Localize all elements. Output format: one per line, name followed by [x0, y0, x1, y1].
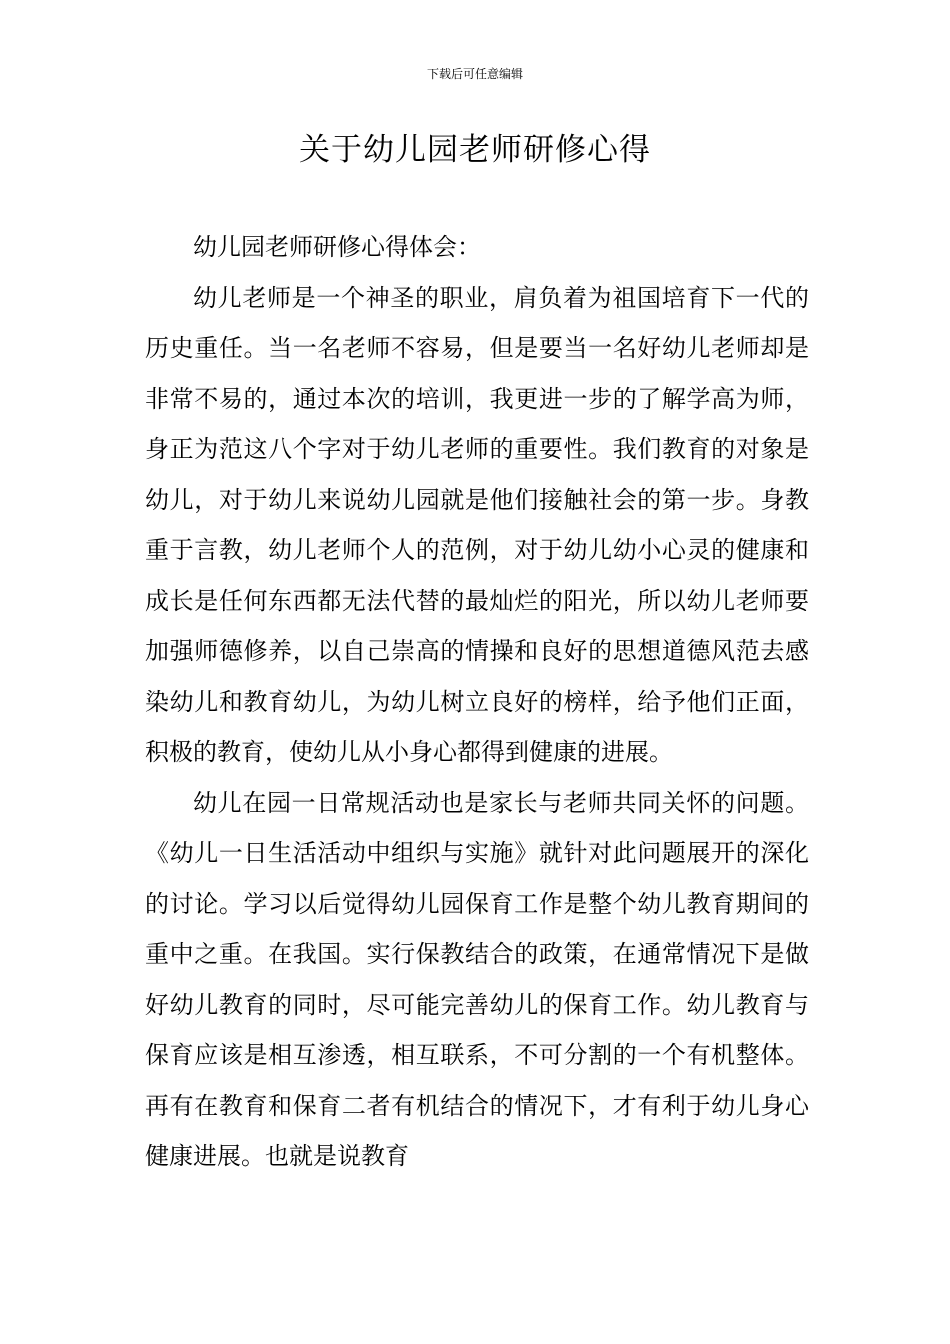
document-body: [145, 222, 809, 1182]
document-title: 关于幼儿园老师研修心得: [299, 132, 651, 168]
paragraph: 幼儿在园一日常规活动也是家长与老师共同关怀的问题。《幼儿一日生活活动中组织与实施》就针对此问题展开的深化的讨论。学习以后觉得幼儿园保育工作是整个幼儿教育期间的重中之重。在我国。实行保教结合的政策，在通常情况下是做好幼儿教育的同时，尽可能完善幼儿的保育工作。幼儿教育与保育应该是相互渗透，相互联系，不可分割的一个有机整体。再有在教育和保育二者有机结合的情况下，才有利于幼儿身心健康进展。也就是说教育: [145, 788, 809, 1170]
paragraph: 幼儿老师是一个神圣的职业，肩负着为祖国培育下一代的历史重任。当一名老师不容易，但是要当一名好幼儿老师却是非常不易的，通过本次的培训，我更进一步的了解学高为师，身正为范这八个字对于幼儿老师的重要性。我们教育的对象是幼儿，对于幼儿来说幼儿园就是他们接触社会的第一步。身教重于言教，幼儿老师个人的范例，对于幼儿幼小心灵的健康和成长是任何东西都无法代替的最灿烂的阳光，所以幼儿老师要加强师德修养，以自己崇高的情操和良好的思想道德风范去感染幼儿和教育幼儿，为幼儿树立良好的榜样，给予他们正面，积极的教育，使幼儿从小身心都得到健康的进展。: [145, 283, 809, 766]
paragraph-intro: 幼儿园老师研修心得体会：: [193, 233, 481, 261]
header-note: 下载后可任意编辑: [426, 67, 523, 81]
